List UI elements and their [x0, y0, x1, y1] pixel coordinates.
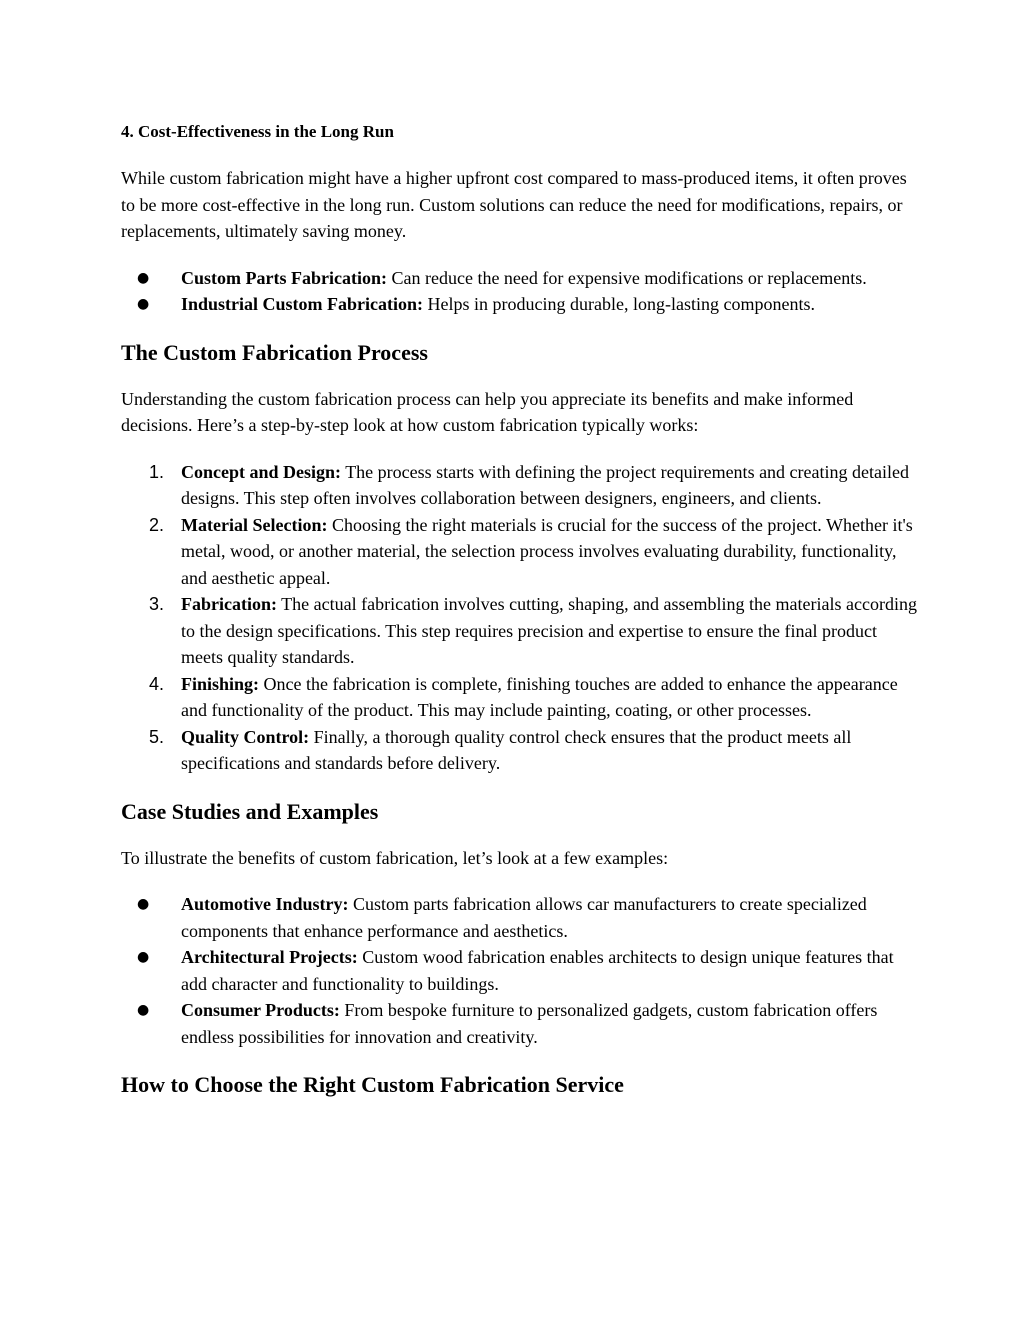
list-item-label: Quality Control:: [181, 726, 310, 747]
list-item-label: Consumer Products:: [181, 1000, 340, 1020]
list-item-label: Industrial Custom Fabrication:: [181, 294, 424, 314]
list-item: [121, 997, 921, 1050]
bullet-list-cases: [121, 891, 921, 1050]
section-heading-cost-effectiveness: 4. Cost-Effectiveness in the Long Run: [121, 122, 394, 141]
list-item-label: Fabrication:: [181, 594, 277, 614]
bullet-icon: ●: [137, 296, 150, 312]
document-content: [121, 119, 921, 1118]
list-item: [121, 591, 921, 671]
list-item-text: Custom parts fabrication allows car manufacturers to create specialized components that enhance performance and aesthetics.: [181, 894, 867, 941]
numbered-list-process: [121, 459, 921, 777]
section-heading-case-studies: Case Studies and Examples: [121, 798, 379, 824]
list-item: [121, 944, 921, 997]
bullet-list-cost: [121, 265, 921, 318]
list-item-text: Finally, a thorough quality control check ensures that the product meets all specifications and standards before delivery.: [181, 726, 852, 773]
section-heading-process: The Custom Fabrication Process: [121, 339, 428, 365]
list-item-text: Choosing the right materials is crucial for the success of the project. Whether it's metal, wood, or another material, the selection process involves evaluating durability, functionality, and aesthetic appeal.: [181, 514, 913, 588]
section-heading-how-to-choose: How to Choose the Right Custom Fabrication Service: [121, 1072, 624, 1097]
list-item-text: The process starts with defining the project requirements and creating detailed designs. This step often involves collaboration between designers, engineers, and clients.: [181, 461, 909, 508]
list-item: [121, 724, 921, 777]
list-item: [121, 265, 921, 292]
list-item: [121, 671, 921, 724]
list-number: 1.: [149, 461, 165, 482]
list-item: [121, 891, 921, 944]
list-item-text: The actual fabrication involves cutting, shaping, and assembling the materials according to the design specifications. This step requires precision and expertise to ensure the final product meets quality standards.: [181, 594, 917, 667]
bullet-icon: ●: [137, 269, 150, 286]
paragraph-cost-effectiveness: While custom fabrication might have a higher upfront cost compared to mass-produced items, it often proves to be more cost-effective in the long run. Custom solutions can reduce the need for modifications, repairs, or replacements, ultimately saving money.: [121, 168, 907, 241]
paragraph-process: Understanding the custom fabrication process can help you appreciate its benefits and make informed decisions. Here’s a step-by-step look at how custom fabrication typically works:: [121, 388, 854, 435]
list-number: 3.: [149, 594, 165, 614]
list-item-label: Custom Parts Fabrication:: [181, 267, 387, 288]
list-number: 2.: [149, 514, 165, 535]
list-item-label: Architectural Projects:: [181, 947, 358, 967]
list-number: 4.: [149, 673, 165, 694]
list-item-text: Can reduce the need for expensive modifications or replacements.: [386, 267, 867, 288]
list-item-label: Finishing:: [181, 673, 260, 694]
list-item-text: From bespoke furniture to personalized gadgets, custom fabrication offers endless possibilities for innovation and creativity.: [181, 1000, 878, 1047]
bullet-icon: ●: [137, 896, 150, 912]
list-item: [121, 512, 921, 592]
list-item-text: Custom wood fabrication enables architects to design unique features that add character and functionality to buildings.: [181, 947, 894, 994]
bullet-icon: ●: [137, 949, 150, 965]
paragraph-case-studies: To illustrate the benefits of custom fabrication, let’s look at a few examples:: [121, 847, 669, 868]
list-item: [121, 459, 921, 512]
list-item-label: Material Selection:: [181, 514, 328, 535]
list-number: 5.: [149, 726, 165, 747]
list-item-text: Once the fabrication is complete, finishing touches are added to enhance the appearance and functionality of the product. This may include painting, coating, or other processes.: [181, 673, 898, 720]
list-item-text: Helps in producing durable, long-lasting components.: [423, 294, 815, 314]
list-item-label: Automotive Industry:: [181, 894, 349, 914]
bullet-icon: ●: [137, 1002, 150, 1018]
list-item: [121, 291, 921, 318]
list-item-label: Concept and Design:: [181, 461, 342, 482]
